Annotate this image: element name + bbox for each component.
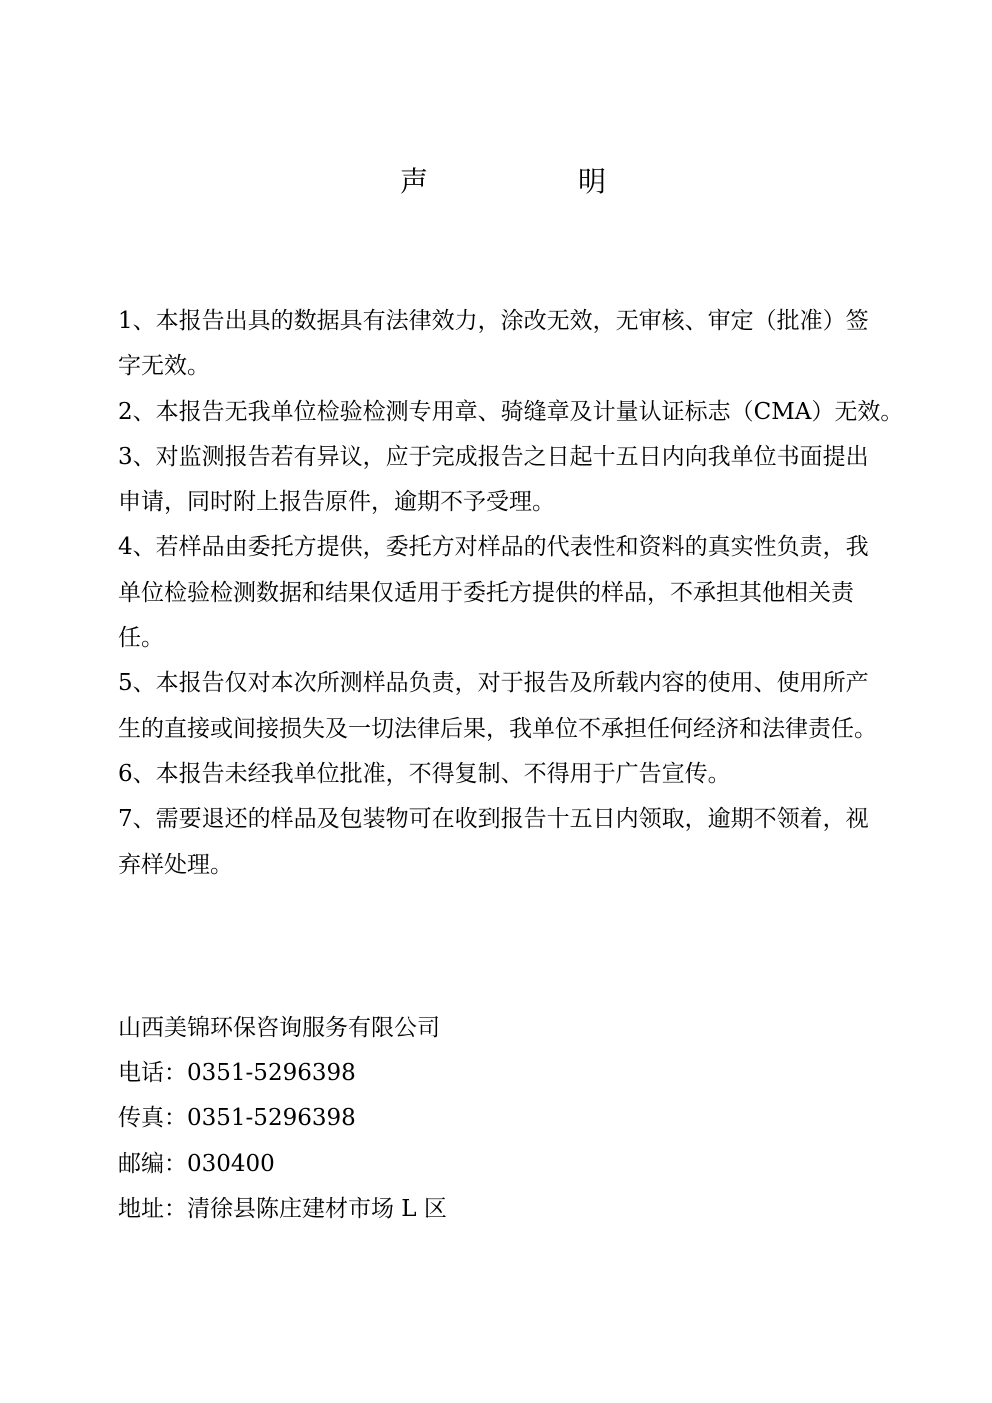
contact-info	[118, 1006, 447, 1232]
statement-line: 单位检验检测数据和结果仅适用于委托方提供的样品，不承担其他相关责	[118, 579, 854, 606]
address: 地址：清徐县陈庄建材市场 L 区	[118, 1195, 447, 1222]
statement-line: 申请，同时附上报告原件，逾期不予受理。	[118, 489, 555, 516]
statement-item	[118, 797, 878, 888]
statement-line: 7、需要退还的样品及包装物可在收到报告十五日内领取，逾期不领着，视	[118, 806, 869, 833]
statement-line: 3、对监测报告若有异议，应于完成报告之日起十五日内向我单位书面提出	[118, 443, 869, 470]
phone: 电话：0351-5296398	[118, 1060, 356, 1087]
company-name: 山西美锦环保咨询服务有限公司	[118, 1015, 440, 1041]
statement-line: 字无效。	[118, 353, 210, 380]
statement-line: 6、本报告未经我单位批准，不得复制、不得用于广告宣传。	[118, 760, 731, 787]
statement-line: 2、本报告无我单位检验检测专用章、骑缝章及计量认证标志（CMA）无效。	[118, 398, 904, 425]
statement-list	[118, 299, 904, 888]
statement-line: 4、若样品由委托方提供，委托方对样品的代表性和资料的真实性负责，我	[118, 534, 869, 561]
statement-item	[118, 390, 904, 435]
statement-line: 1、本报告出具的数据具有法律效力，涂改无效，无审核、审定（批准）签	[118, 308, 869, 334]
statement-item	[118, 435, 878, 526]
statement-item	[118, 299, 878, 390]
statement-line: 弃样处理。	[118, 851, 233, 878]
page-title	[0, 162, 992, 202]
statement-item	[118, 752, 878, 797]
statement-item	[118, 525, 878, 661]
title-char-1: 声	[400, 165, 429, 198]
fax: 传真：0351-5296398	[118, 1105, 356, 1132]
title-char-2: 明	[578, 165, 607, 198]
postcode: 邮编：030400	[118, 1150, 275, 1177]
statement-line: 生的直接或间接损失及一切法律后果，我单位不承担任何经济和法律责任。	[118, 715, 877, 742]
statement-item	[118, 661, 878, 752]
statement-line: 5、本报告仅对本次所测样品负责，对于报告及所载内容的使用、使用所产	[118, 670, 869, 697]
statement-line: 任。	[118, 625, 164, 652]
